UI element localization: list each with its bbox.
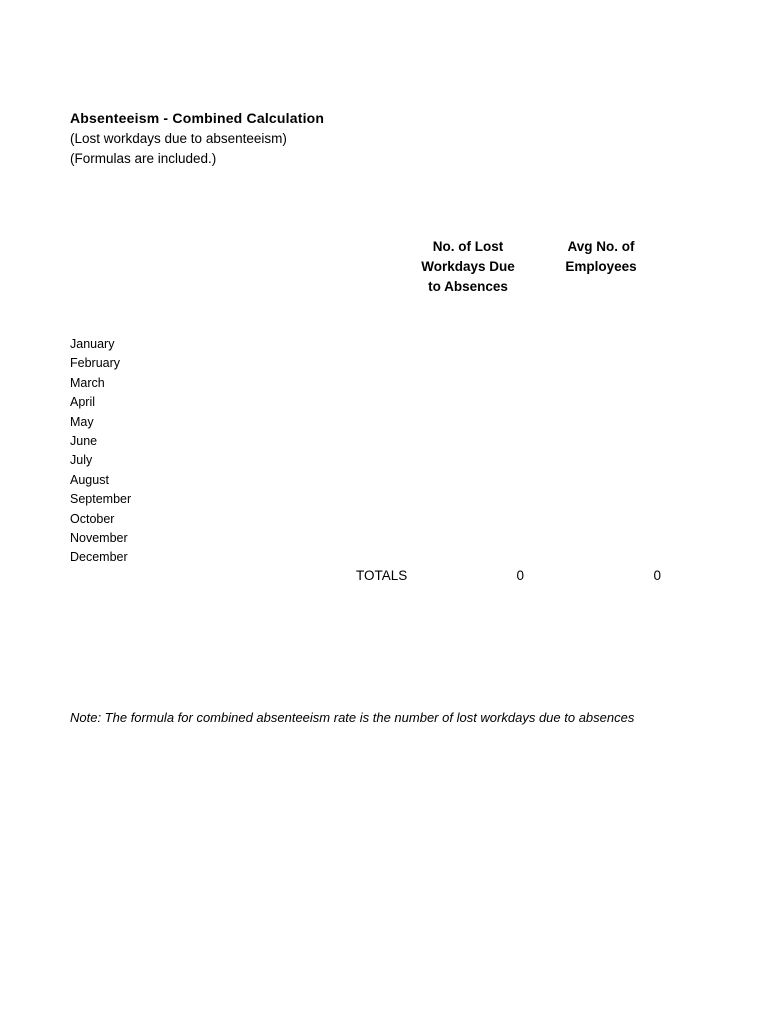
document-title: Absenteeism - Combined Calculation [70, 110, 325, 126]
totals-label: TOTALS [356, 568, 408, 583]
totals-avg-employees-value: 0 [653, 568, 661, 583]
formula-note: Note: The formula for combined absenteeism rate is the number of lost workdays due to absences [70, 710, 635, 725]
column-header-line: to Absences [428, 279, 508, 294]
month-row: January [70, 337, 115, 351]
month-row: April [70, 395, 96, 410]
column-header-line: Workdays Due [421, 259, 515, 274]
totals-lost-workdays-value: 0 [516, 568, 524, 583]
subtitle-line-2: (Formulas are included.) [70, 151, 217, 166]
month-row: May [70, 414, 94, 429]
column-header-line: Employees [565, 259, 637, 274]
month-row: July [70, 453, 93, 468]
month-row: November [70, 530, 128, 545]
month-list [70, 335, 131, 568]
column-header-line: Avg No. of [567, 239, 635, 254]
month-row: February [70, 356, 121, 371]
month-row: September [70, 492, 132, 507]
column-header-line: No. of Lost [432, 239, 504, 254]
subtitle-line-1: (Lost workdays due to absenteeism) [70, 131, 287, 146]
column-header-lost-workdays [408, 237, 528, 297]
month-row: March [70, 375, 105, 390]
column-header-avg-employees [550, 237, 652, 277]
month-row: December [70, 550, 128, 565]
month-row: October [70, 511, 115, 526]
month-row: August [70, 472, 109, 487]
month-row: June [70, 433, 98, 448]
